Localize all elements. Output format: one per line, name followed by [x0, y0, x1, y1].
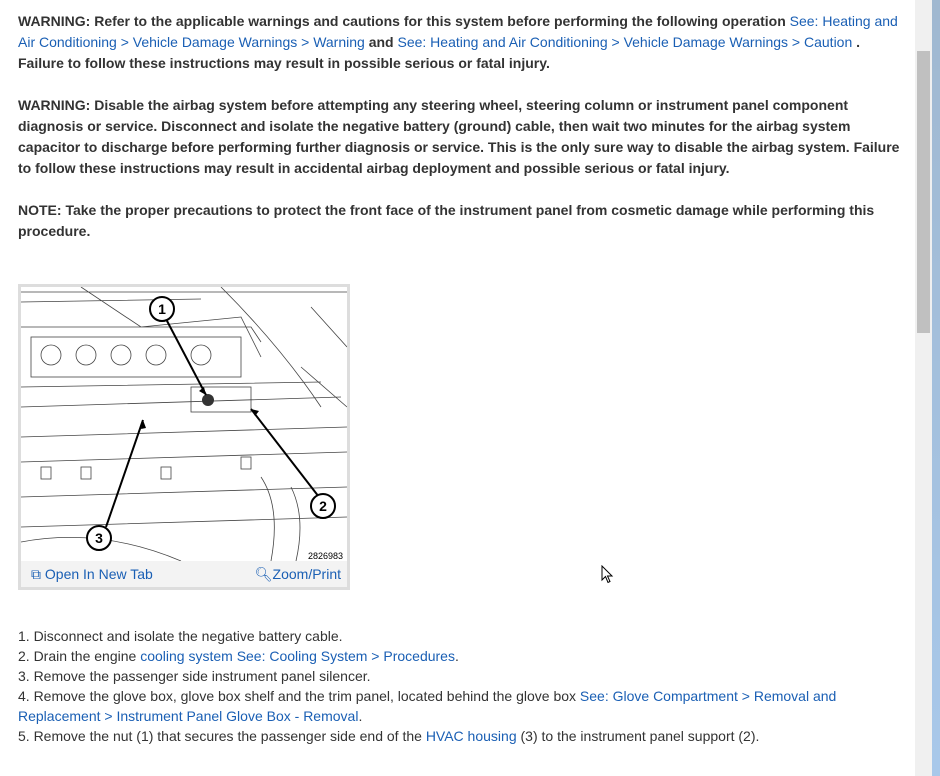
warning-link[interactable]: See: Heating and Air Conditioning > Vehicle Damage Warnings > Warning: [18, 13, 898, 50]
procedure-content: [18, 11, 903, 746]
warning-2: WARNING: Disable the airbag system before attempting any steering wheel, steering column or instrument panel component diagnosis or service. Disconnect and isolate the negative battery (ground) cable, then wait two minutes for the airbag system capacitor to discharge before performing further diagnosis or service. This is the only sure way to disable the airbag system. Failure to follow these instructions may result in accidental airbag deployment and possible serious or fatal injury.: [18, 97, 900, 176]
step-4: 4. Remove the glove box, glove box shelf and the trim panel, located behind the glove box See: Glove Compartment > Removal and Replacement > Instrument Panel Glove Box - Removal.: [18, 688, 837, 724]
caution-link[interactable]: See: Heating and Air Conditioning > Vehicle Damage Warnings > Caution: [397, 34, 853, 50]
callout-2: 2: [319, 498, 327, 514]
step-2: 2. Drain the engine cooling system See: Cooling System > Procedures.: [18, 648, 459, 664]
glove-box-removal-link[interactable]: See: Glove Compartment > Removal and Replacement > Instrument Panel Glove Box - Removal: [18, 688, 837, 724]
warning-1: WARNING: Refer to the applicable warnings and cautions for this system before performing the following operation See: Heating and Air Conditioning > Vehicle Damage Warnings > Warning and See: Heating and Air Conditioning > Vehicle Damage Warnings > Caution . Failure to follow these instructions may result in possible serious or fatal injury.: [18, 13, 898, 71]
open-new-tab-button[interactable]: ⧉ Open In New Tab: [31, 565, 153, 582]
figure: [18, 284, 350, 590]
zoom-icon: 🔍︎: [254, 565, 273, 582]
steps-list: [18, 626, 903, 746]
step-3: 3. Remove the passenger side instrument panel silencer.: [18, 668, 371, 684]
vertical-scrollbar[interactable]: [915, 0, 932, 776]
zoom-print-button[interactable]: 🔍︎Zoom/Print: [254, 565, 341, 582]
window-edge: [932, 0, 940, 776]
cooling-procedures-link[interactable]: See: Cooling System > Procedures: [236, 648, 455, 664]
scrollbar-thumb[interactable]: [917, 51, 930, 333]
note: NOTE: Take the proper precautions to protect the front face of the instrument panel from cosmetic damage while performing this procedure.: [18, 202, 875, 239]
hvac-housing-link[interactable]: HVAC housing: [425, 728, 517, 744]
step-5: 5. Remove the nut (1) that secures the passenger side end of the HVAC housing (3) to the instrument panel support (2).: [18, 728, 760, 744]
figure-toolbar: [21, 561, 347, 587]
figure-id: 2826983: [307, 551, 343, 561]
mouse-cursor-icon: [601, 565, 615, 585]
open-tab-icon: ⧉: [31, 565, 41, 582]
hvac-diagram[interactable]: [21, 287, 347, 561]
step-1: 1. Disconnect and isolate the negative battery cable.: [18, 628, 343, 644]
cooling-system-link[interactable]: cooling system: [140, 648, 233, 664]
callout-3: 3: [95, 530, 103, 546]
callout-1: 1: [158, 301, 166, 317]
